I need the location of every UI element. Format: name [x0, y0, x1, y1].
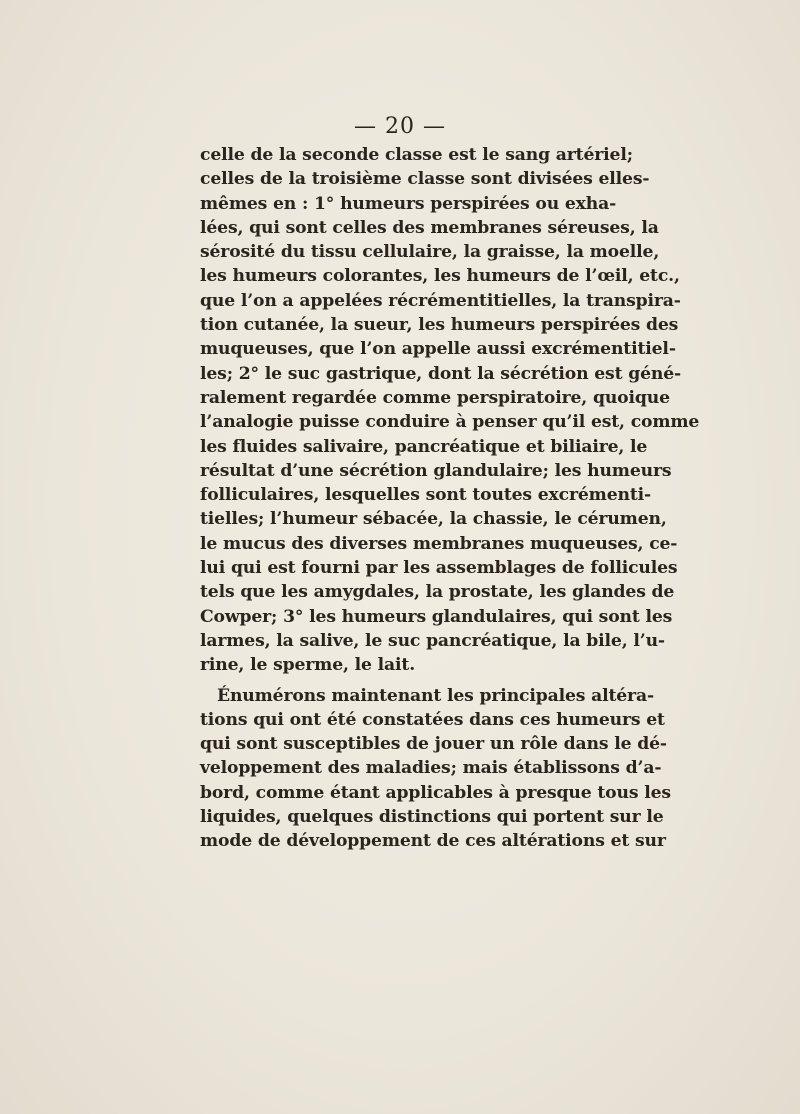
text-line: bord, comme étant applicables à presque tous les — [200, 782, 671, 803]
text-line: mêmes en : 1° humeurs perspirées ou exha- — [200, 193, 617, 214]
text-line: lées, qui sont celles des membranes séreuses, la — [200, 217, 659, 238]
text-line: les humeurs colorantes, les humeurs de l’œil, etc., — [200, 266, 680, 287]
text-line: folliculaires, lesquelles sont toutes excrémenti- — [200, 485, 651, 506]
paragraph-2 — [200, 684, 671, 854]
text-line: les; 2° le suc gastrique, dont la sécrétion est géné- — [200, 363, 681, 384]
text-line: Cowper; 3° les humeurs glandulaires, qui sont les — [200, 606, 673, 627]
text-line: muqueuses, que l’on appelle aussi excrémentitiel- — [200, 339, 676, 360]
text-line: l’analogie puisse conduire à penser qu’il est, comme — [200, 412, 700, 433]
text-line: lui qui est fourni par les assemblages de follicules — [200, 558, 678, 579]
text-line: Énumérons maintenant les principales altéra- — [217, 685, 654, 706]
body-text — [200, 143, 700, 854]
text-line: mode de développement de ces altérations et sur — [200, 831, 666, 852]
text-line: sérosité du tissu cellulaire, la graisse, la moelle, — [200, 242, 660, 263]
text-line: liquides, quelques distinctions qui portent sur le — [200, 807, 664, 828]
paragraph-1 — [200, 143, 700, 678]
text-line: larmes, la salive, le suc pancréatique, la bile, l’u- — [200, 630, 665, 651]
text-line: tielles; l’humeur sébacée, la chassie, le cérumen, — [200, 509, 667, 530]
text-line: celles de la troisième classe sont divisées elles- — [200, 169, 650, 190]
text-line: veloppement des maladies; mais établissons d’a- — [200, 758, 662, 779]
text-line: résultat d’une sécrétion glandulaire; les humeurs — [200, 460, 672, 481]
text-line: les fluides salivaire, pancréatique et biliaire, le — [200, 436, 648, 457]
text-line: ralement regardée comme perspiratoire, quoique — [200, 387, 670, 408]
text-line: tions qui ont été constatées dans ces humeurs et — [200, 709, 665, 730]
text-line: tels que les amygdales, la prostate, les glandes de — [200, 582, 675, 603]
text-line: le mucus des diverses membranes muqueuses, ce- — [200, 533, 678, 554]
text-line: tion cutanée, la sueur, les humeurs perspirées des — [200, 315, 679, 336]
page-number: — 20 — — [354, 114, 446, 139]
text-line: qui sont susceptibles de jouer un rôle dans le dé- — [200, 734, 667, 755]
text-line: que l’on a appelées récrémentitielles, la transpira- — [200, 290, 681, 311]
text-line: celle de la seconde classe est le sang artériel; — [200, 145, 633, 165]
text-line: rine, le sperme, le lait. — [200, 655, 416, 676]
